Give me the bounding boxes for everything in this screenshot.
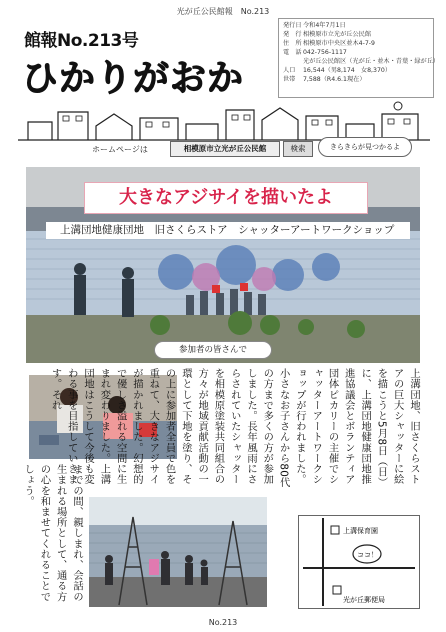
- shutter-painting-photo: [89, 497, 267, 607]
- article-subheading: 上溝団地健康団地 旧さくらストア シャッターアートワークショップ: [46, 222, 410, 239]
- info-row: 発 行 相模原市立光が丘公民館: [283, 31, 372, 38]
- homepage-speech-bubble: きらきらが見つかるよ: [318, 137, 412, 157]
- info-row: 人口 16,544（男8,174 女8,370）: [283, 67, 392, 74]
- photo-caption: 参加者の皆さんで: [154, 341, 272, 359]
- map-label-nursery: 上溝保育園: [343, 527, 378, 535]
- map-label-post-office: 光が丘郵便局: [343, 596, 385, 604]
- info-row: 電 話 042-756-1117: [283, 49, 347, 56]
- issue-label: 館報No.213号: [24, 31, 139, 51]
- article-body: 上溝団地、旧さくらストアの巨大シャッターに絵を描こうと5月8日（日）に、上溝団地健康団地推進協議会とボランティア団体ピカリーの主催でシャッターアートワークショップが行われました。小さなお子さんから80代の方まで多くの方が参加しました。長年風雨にさらされていたシャッターを相模原塗装共同組合の方々が地域貢献活動の一環として下地を塗り、その上に参加者全員で色を重ねて、大きなアジサイが描かれました。幻想的で優しさ溢れる空間に生まれ変わりました。上溝団地はこうして今後も変わる事を目指していきます。それ: [49, 368, 420, 488]
- homepage-search-button: 検索: [283, 141, 313, 157]
- publication-info-box: [278, 18, 440, 98]
- article-body-continued: までの間、親しまれ、会話の生まれる場所として、通る方の心を和ませてくれることでしょう。: [22, 464, 83, 602]
- homepage-label: ホームページは: [92, 145, 148, 154]
- article-headline: 大きなアジサイを描いたよ: [84, 182, 368, 214]
- homepage-search-box: 相模原市立光が丘公民館: [170, 141, 280, 157]
- info-row: 光が丘公民館区（光が丘・並木・青葉・緑が丘）: [303, 58, 440, 65]
- newsletter-title: ひかりがおか: [22, 58, 245, 99]
- info-row: 発行日 令和4年7月1日: [283, 22, 346, 29]
- info-row: 世帯 7,588（R4.6.1現在）: [283, 76, 366, 83]
- page-number: No.213: [208, 618, 238, 627]
- top-caption: 光が丘公民館報 No.213: [176, 7, 270, 16]
- map-label-here: ココ！: [357, 551, 378, 559]
- town-illustration: [18, 100, 430, 142]
- location-map: [298, 515, 420, 609]
- info-row: 住 所 相模原市中央区並木4-7-9: [283, 40, 375, 47]
